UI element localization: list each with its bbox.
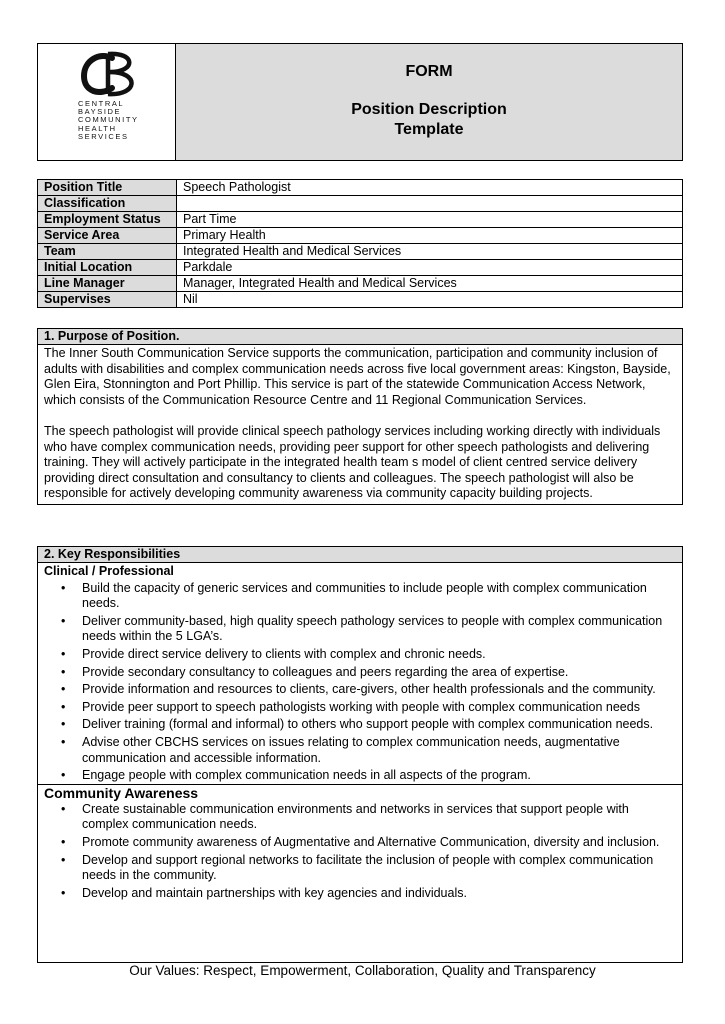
info-label: Position Title [38,180,177,196]
list-item: • Deliver training (formal and informal) to others who support people with complex communication needs. [82,717,676,733]
table-row [38,180,683,196]
document-header [37,43,683,161]
list-item: • Advise other CBCHS services on issues relating to complex communication needs, augmentative communication and accessible information. [82,735,676,766]
list-item: • Engage people with complex communication needs in all aspects of the program. [82,768,676,784]
info-value: Integrated Health and Medical Services [177,244,683,260]
table-row [38,260,683,276]
purpose-section [37,328,683,505]
info-label: Service Area [38,228,177,244]
footer-values: Our Values: Respect, Empowerment, Collaboration, Quality and Transparency [129,963,596,978]
info-label: Supervises [38,292,177,308]
list-item: • Develop and support regional networks to facilitate the inclusion of people with complex communication needs in the community. [82,853,676,884]
logo-text: CENTRAL BAYSIDE COMMUNITY HEALTH SERVICES [78,99,139,141]
info-value [177,196,683,212]
logo [38,44,176,160]
list-item: • Build the capacity of generic services and communities to include people with complex communication needs. [82,581,676,612]
info-label: Initial Location [38,260,177,276]
title-cell [176,44,682,160]
clinical-list [44,581,676,784]
list-item: • Provide secondary consultancy to colleagues and peers regarding the area of expertise. [82,665,676,681]
table-row [38,292,683,308]
subheading-clinical: Clinical / Professional [44,564,174,578]
info-value: Nil [177,292,683,308]
table-row [38,276,683,292]
list-item: • Provide direct service delivery to clients with complex and chronic needs. [82,647,676,663]
table-row [38,196,683,212]
list-item: • Promote community awareness of Augmentative and Alternative Communication, diversity and inclusion. [82,835,676,851]
list-item: • Provide information and resources to clients, care-givers, other health professionals and the community. [82,682,676,698]
community-list [44,802,676,902]
position-info-table [37,179,683,308]
purpose-paragraph: The speech pathologist will provide clinical speech pathology services including working directly with individuals who have complex communication needs, providing peer support for other speech pathologists and delivering training. They will actively participate in the integrated health team s model of client centred service delivery providing direct consultation and consultancy to clients and colleagues. The speech pathologist will also be responsible for actively developing community awareness via community capacity building projects. [44,423,661,501]
info-value: Parkdale [177,260,683,276]
info-value: Part Time [177,212,683,228]
info-label: Employment Status [38,212,177,228]
page-title: Position Description Template [351,101,507,138]
info-value: Manager, Integrated Health and Medical Services [177,276,683,292]
subheading-community: Community Awareness [44,784,199,801]
info-label: Team [38,244,177,260]
info-label: Classification [38,196,177,212]
list-item: • Deliver community-based, high quality speech pathology services to people with complex communication needs within the 5 LGA’s. [82,614,676,645]
form-label: FORM [405,63,453,80]
info-value: Primary Health [177,228,683,244]
info-label: Line Manager [38,276,177,292]
table-row [38,228,683,244]
responsibilities-section [37,546,683,963]
purpose-paragraph: The Inner South Communication Service supports the communication, participation and community inclusion of adults with disabilities and complex communication needs across five local government areas: Kingston, Bayside, Glen Eira, Stonnington and Port Phillip. This service is part of the statewide Communication Access Network, which consists of the Communication Resource Centre and 11 Regional Communication Services. [44,346,671,407]
table-row [38,212,683,228]
info-value: Speech Pathologist [177,180,683,196]
table-row [38,244,683,260]
list-item: • Create sustainable communication environments and networks in services that support people with complex communication needs. [82,802,676,833]
cb-monogram-icon [78,50,142,98]
section-heading: 1. Purpose of Position. [38,329,682,345]
list-item: • Provide peer support to speech pathologists working with people with complex communication needs [82,700,676,716]
section-heading: 2. Key Responsibilities [38,547,682,563]
list-item: • Develop and maintain partnerships with key agencies and individuals. [82,886,676,902]
